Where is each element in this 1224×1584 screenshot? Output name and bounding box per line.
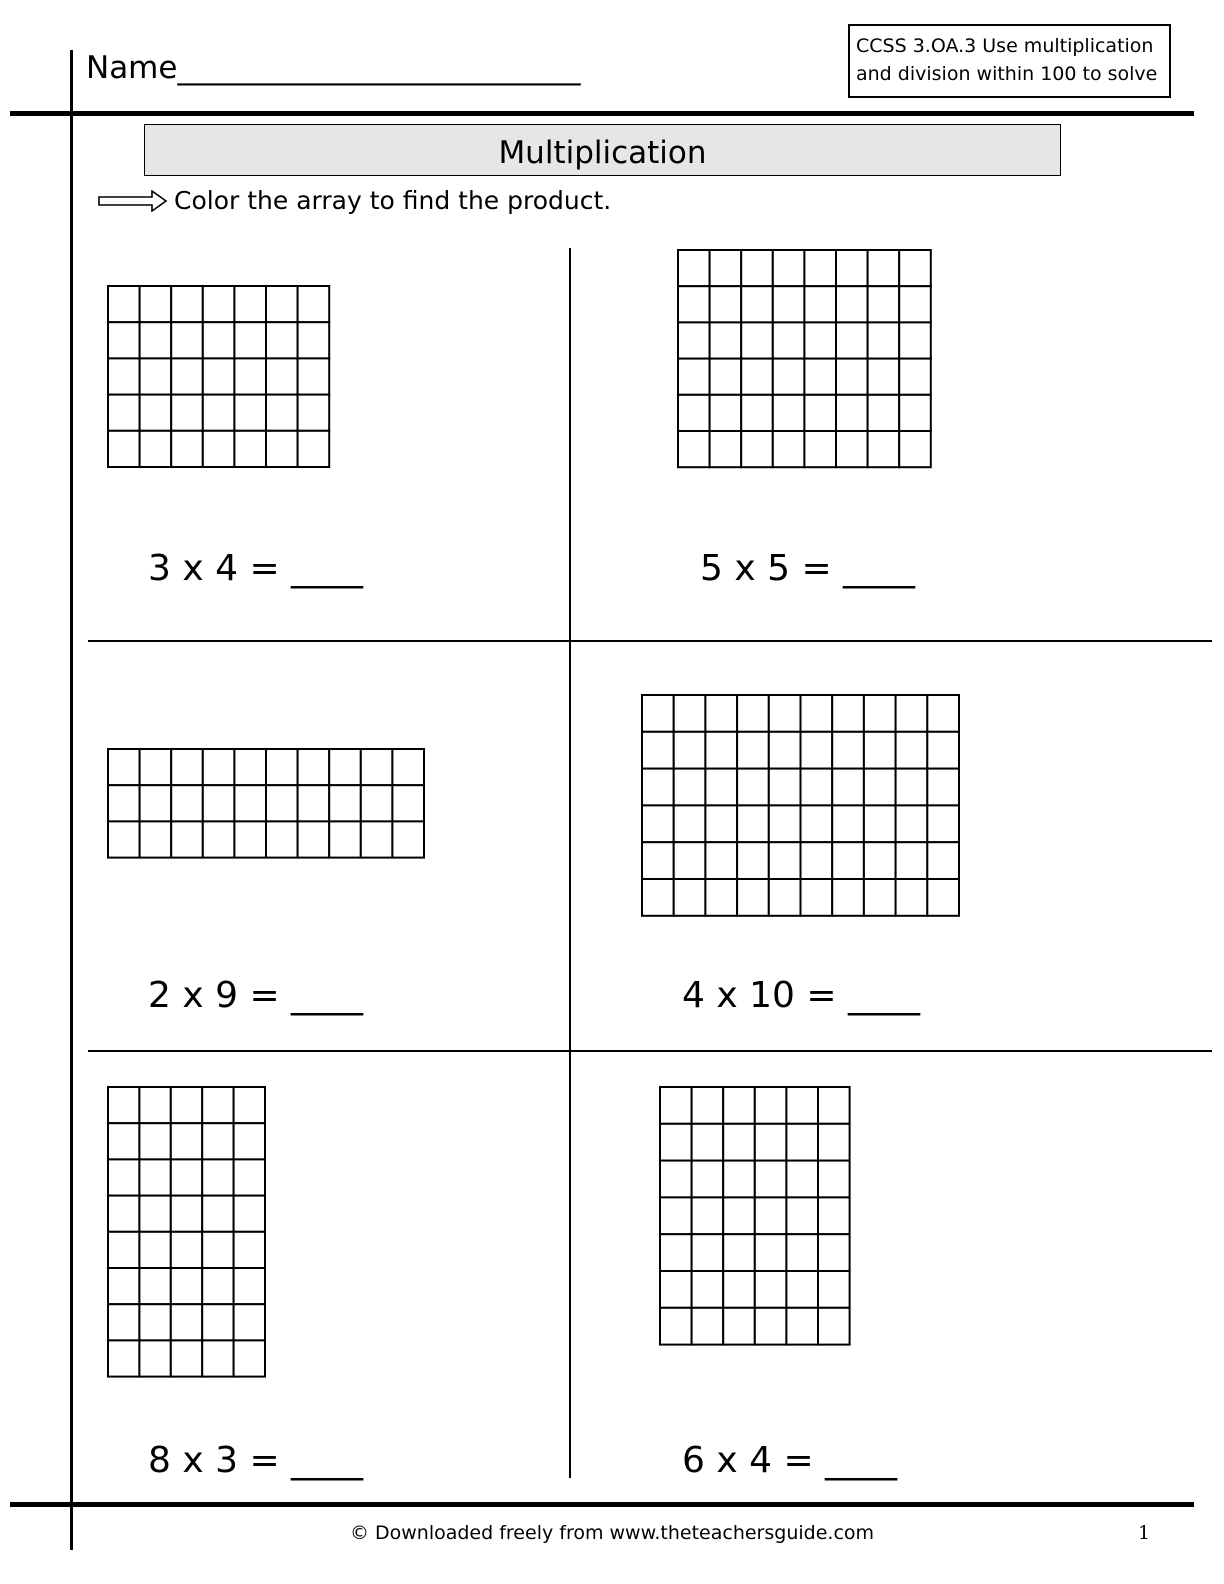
row-divider-2	[88, 1050, 1212, 1052]
array-cell[interactable]	[899, 359, 931, 395]
array-cell[interactable]	[203, 749, 235, 785]
array-cell[interactable]	[864, 732, 896, 769]
array-cell[interactable]	[864, 695, 896, 732]
page-title: Multiplication	[144, 124, 1061, 176]
array-cell[interactable]	[642, 732, 674, 769]
array-cell[interactable]	[864, 769, 896, 806]
array-cell[interactable]	[171, 322, 203, 358]
array-cell[interactable]	[710, 359, 742, 395]
row-divider-1	[88, 640, 1212, 642]
array-cell[interactable]	[710, 250, 742, 286]
array-cell[interactable]	[642, 842, 674, 879]
array-cell[interactable]	[786, 1234, 818, 1271]
page-number: 1	[1138, 1522, 1151, 1544]
array-cell[interactable]	[171, 1159, 202, 1195]
array-grid-2[interactable]	[677, 249, 932, 468]
array-cell[interactable]	[139, 1340, 170, 1376]
array-cell[interactable]	[896, 842, 928, 879]
array-cell[interactable]	[818, 1308, 850, 1345]
array-cell[interactable]	[329, 821, 361, 857]
array-cell[interactable]	[737, 805, 769, 842]
array-cell[interactable]	[108, 1232, 139, 1268]
problem-3-equation[interactable]: 2 x 9 = ____	[148, 975, 364, 1016]
array-cell[interactable]	[773, 322, 805, 358]
array-cell[interactable]	[723, 1234, 755, 1271]
array-cell[interactable]	[674, 695, 706, 732]
array-cell[interactable]	[801, 769, 833, 806]
array-cell[interactable]	[234, 785, 266, 821]
array-cell[interactable]	[266, 749, 298, 785]
array-cell[interactable]	[329, 749, 361, 785]
array-cell[interactable]	[140, 821, 172, 857]
array-cell[interactable]	[234, 749, 266, 785]
problem-1-equation[interactable]: 3 x 4 = ____	[148, 548, 364, 589]
array-cell[interactable]	[868, 250, 900, 286]
array-cell[interactable]	[741, 286, 773, 322]
array-cell[interactable]	[692, 1271, 724, 1308]
array-cell[interactable]	[818, 1087, 850, 1124]
array-cell[interactable]	[108, 785, 140, 821]
array-cell[interactable]	[108, 1268, 139, 1304]
array-cell[interactable]	[642, 769, 674, 806]
array-cell[interactable]	[678, 322, 710, 358]
array-cell[interactable]	[203, 322, 235, 358]
arrow-right-icon	[98, 190, 168, 212]
array-cell[interactable]	[899, 431, 931, 467]
array-cell[interactable]	[755, 1087, 787, 1124]
array-cell[interactable]	[202, 1196, 233, 1232]
array-cell[interactable]	[710, 322, 742, 358]
array-cell[interactable]	[171, 395, 203, 431]
array-grid-4[interactable]	[641, 694, 960, 917]
array-cell[interactable]	[202, 1340, 233, 1376]
array-cell[interactable]	[927, 842, 959, 879]
array-cell[interactable]	[108, 1159, 139, 1195]
array-cell[interactable]	[741, 431, 773, 467]
array-cell[interactable]	[660, 1197, 692, 1234]
array-cell[interactable]	[769, 805, 801, 842]
array-cell[interactable]	[298, 395, 330, 431]
array-cell[interactable]	[202, 1232, 233, 1268]
array-cell[interactable]	[234, 395, 266, 431]
array-cell[interactable]	[741, 250, 773, 286]
array-cell[interactable]	[692, 1197, 724, 1234]
array-cell[interactable]	[266, 785, 298, 821]
array-grid-3[interactable]	[107, 748, 425, 859]
array-cell[interactable]	[836, 431, 868, 467]
array-cell[interactable]	[139, 1268, 170, 1304]
array-cell[interactable]	[266, 395, 298, 431]
array-cell[interactable]	[171, 431, 203, 467]
array-cell[interactable]	[818, 1197, 850, 1234]
array-cell[interactable]	[755, 1124, 787, 1161]
array-cell[interactable]	[298, 358, 330, 394]
array-cell[interactable]	[786, 1161, 818, 1198]
standard-text-line1: CCSS 3.OA.3 Use multiplication	[856, 35, 1154, 57]
array-cell[interactable]	[171, 1232, 202, 1268]
array-cell[interactable]	[896, 695, 928, 732]
array-cell[interactable]	[139, 1159, 170, 1195]
array-cell[interactable]	[674, 842, 706, 879]
array-cell[interactable]	[769, 695, 801, 732]
array-cell[interactable]	[108, 1123, 139, 1159]
array-cell[interactable]	[804, 359, 836, 395]
array-cell[interactable]	[896, 732, 928, 769]
array-cell[interactable]	[927, 805, 959, 842]
array-cell[interactable]	[392, 785, 424, 821]
array-cell[interactable]	[769, 842, 801, 879]
array-cell[interactable]	[755, 1234, 787, 1271]
array-cell[interactable]	[392, 749, 424, 785]
array-cell[interactable]	[171, 1196, 202, 1232]
name-field[interactable]: Name__________________________	[86, 50, 581, 86]
array-cell[interactable]	[801, 879, 833, 916]
array-cell[interactable]	[804, 250, 836, 286]
array-cell[interactable]	[234, 358, 266, 394]
array-cell[interactable]	[139, 1087, 170, 1123]
array-cell[interactable]	[804, 286, 836, 322]
instruction	[98, 186, 611, 215]
array-cell[interactable]	[234, 431, 266, 467]
array-cell[interactable]	[927, 769, 959, 806]
array-cell[interactable]	[108, 1196, 139, 1232]
array-cell[interactable]	[868, 359, 900, 395]
array-cell[interactable]	[298, 749, 330, 785]
array-cell[interactable]	[864, 879, 896, 916]
array-cell[interactable]	[801, 805, 833, 842]
array-cell[interactable]	[140, 322, 172, 358]
array-cell[interactable]	[896, 805, 928, 842]
array-cell[interactable]	[234, 1159, 265, 1195]
array-cell[interactable]	[108, 431, 140, 467]
array-cell[interactable]	[298, 785, 330, 821]
array-cell[interactable]	[737, 732, 769, 769]
array-grid-6[interactable]	[659, 1086, 851, 1346]
array-cell[interactable]	[896, 769, 928, 806]
array-cell[interactable]	[705, 732, 737, 769]
array-cell[interactable]	[678, 359, 710, 395]
array-cell[interactable]	[171, 749, 203, 785]
array-cell[interactable]	[723, 1124, 755, 1161]
array-cell[interactable]	[140, 785, 172, 821]
array-cell[interactable]	[660, 1124, 692, 1161]
array-cell[interactable]	[171, 1304, 202, 1340]
array-cell[interactable]	[203, 358, 235, 394]
array-cell[interactable]	[171, 286, 203, 322]
array-cell[interactable]	[786, 1197, 818, 1234]
array-cell[interactable]	[773, 359, 805, 395]
array-cell[interactable]	[140, 358, 172, 394]
array-cell[interactable]	[755, 1271, 787, 1308]
array-cell[interactable]	[705, 695, 737, 732]
array-cell[interactable]	[710, 395, 742, 431]
array-cell[interactable]	[737, 842, 769, 879]
array-cell[interactable]	[818, 1124, 850, 1161]
array-cell[interactable]	[361, 785, 393, 821]
array-cell[interactable]	[660, 1308, 692, 1345]
array-cell[interactable]	[927, 879, 959, 916]
array-cell[interactable]	[266, 431, 298, 467]
array-cell[interactable]	[108, 821, 140, 857]
array-cell[interactable]	[392, 821, 424, 857]
array-cell[interactable]	[737, 769, 769, 806]
array-cell[interactable]	[234, 1196, 265, 1232]
array-cell[interactable]	[899, 395, 931, 431]
array-cell[interactable]	[642, 695, 674, 732]
array-cell[interactable]	[755, 1308, 787, 1345]
array-cell[interactable]	[818, 1271, 850, 1308]
array-cell[interactable]	[864, 805, 896, 842]
array-cell[interactable]	[203, 395, 235, 431]
array-cell[interactable]	[786, 1308, 818, 1345]
array-cell[interactable]	[832, 732, 864, 769]
array-cell[interactable]	[755, 1197, 787, 1234]
array-cell[interactable]	[927, 732, 959, 769]
array-cell[interactable]	[769, 732, 801, 769]
array-cell[interactable]	[203, 286, 235, 322]
array-cell[interactable]	[171, 821, 203, 857]
array-cell[interactable]	[705, 805, 737, 842]
array-cell[interactable]	[737, 879, 769, 916]
array-cell[interactable]	[836, 286, 868, 322]
array-cell[interactable]	[836, 359, 868, 395]
array-cell[interactable]	[786, 1087, 818, 1124]
array-cell[interactable]	[896, 879, 928, 916]
array-cell[interactable]	[723, 1161, 755, 1198]
array-cell[interactable]	[266, 358, 298, 394]
array-cell[interactable]	[836, 395, 868, 431]
array-cell[interactable]	[678, 286, 710, 322]
array-cell[interactable]	[234, 1123, 265, 1159]
left-margin-line	[70, 50, 73, 1550]
array-cell[interactable]	[108, 749, 140, 785]
footer-credit: © Downloaded freely from www.theteachersguide.com	[349, 1522, 875, 1544]
array-cell[interactable]	[203, 821, 235, 857]
array-cell[interactable]	[769, 879, 801, 916]
array-cell[interactable]	[678, 431, 710, 467]
array-cell[interactable]	[298, 431, 330, 467]
array-cell[interactable]	[786, 1271, 818, 1308]
array-cell[interactable]	[723, 1308, 755, 1345]
array-cell[interactable]	[705, 879, 737, 916]
array-cell[interactable]	[899, 250, 931, 286]
array-cell[interactable]	[868, 431, 900, 467]
array-cell[interactable]	[234, 1304, 265, 1340]
array-cell[interactable]	[818, 1234, 850, 1271]
array-grid-1[interactable]	[107, 285, 330, 468]
array-cell[interactable]	[660, 1271, 692, 1308]
array-cell[interactable]	[927, 695, 959, 732]
array-cell[interactable]	[705, 769, 737, 806]
array-cell[interactable]	[773, 286, 805, 322]
array-cell[interactable]	[203, 431, 235, 467]
array-cell[interactable]	[140, 395, 172, 431]
problem-6-equation[interactable]: 6 x 4 = ____	[682, 1440, 898, 1481]
array-cell[interactable]	[674, 879, 706, 916]
array-cell[interactable]	[836, 250, 868, 286]
array-cell[interactable]	[801, 732, 833, 769]
array-cell[interactable]	[234, 286, 266, 322]
array-cell[interactable]	[773, 395, 805, 431]
array-cell[interactable]	[139, 1304, 170, 1340]
array-cell[interactable]	[234, 1087, 265, 1123]
array-cell[interactable]	[674, 769, 706, 806]
array-cell[interactable]	[139, 1123, 170, 1159]
array-cell[interactable]	[266, 821, 298, 857]
array-cell[interactable]	[139, 1232, 170, 1268]
array-cell[interactable]	[202, 1159, 233, 1195]
array-cell[interactable]	[832, 805, 864, 842]
array-cell[interactable]	[108, 1304, 139, 1340]
array-cell[interactable]	[171, 1087, 202, 1123]
array-cell[interactable]	[171, 1268, 202, 1304]
array-cell[interactable]	[723, 1087, 755, 1124]
array-cell[interactable]	[660, 1234, 692, 1271]
array-cell[interactable]	[642, 805, 674, 842]
array-cell[interactable]	[361, 821, 393, 857]
array-cell[interactable]	[234, 322, 266, 358]
array-cell[interactable]	[899, 286, 931, 322]
problem-5-equation[interactable]: 8 x 3 = ____	[148, 1440, 364, 1481]
array-cell[interactable]	[692, 1124, 724, 1161]
array-cell[interactable]	[203, 785, 235, 821]
standard-text-line2: and division within 100 to solve	[856, 63, 1158, 85]
array-cell[interactable]	[140, 749, 172, 785]
footer-rule	[10, 1502, 1194, 1507]
array-cell[interactable]	[171, 1340, 202, 1376]
array-cell[interactable]	[692, 1161, 724, 1198]
array-cell[interactable]	[786, 1124, 818, 1161]
array-cell[interactable]	[836, 322, 868, 358]
array-cell[interactable]	[171, 785, 203, 821]
array-cell[interactable]	[692, 1308, 724, 1345]
array-cell[interactable]	[773, 250, 805, 286]
array-cell[interactable]	[171, 358, 203, 394]
array-cell[interactable]	[678, 395, 710, 431]
problem-4-equation[interactable]: 4 x 10 = ____	[682, 975, 920, 1016]
array-cell[interactable]	[678, 250, 710, 286]
array-cell[interactable]	[804, 431, 836, 467]
array-cell[interactable]	[723, 1271, 755, 1308]
array-cell[interactable]	[660, 1087, 692, 1124]
array-cell[interactable]	[818, 1161, 850, 1198]
array-cell[interactable]	[674, 732, 706, 769]
array-cell[interactable]	[140, 431, 172, 467]
array-cell[interactable]	[298, 821, 330, 857]
array-cell[interactable]	[266, 286, 298, 322]
header-rule	[10, 111, 1194, 116]
array-cell[interactable]	[710, 431, 742, 467]
array-cell[interactable]	[266, 322, 298, 358]
array-cell[interactable]	[298, 322, 330, 358]
array-cell[interactable]	[660, 1161, 692, 1198]
array-cell[interactable]	[705, 842, 737, 879]
array-cell[interactable]	[773, 431, 805, 467]
array-cell[interactable]	[899, 322, 931, 358]
array-grid-5[interactable]	[107, 1086, 266, 1378]
array-cell[interactable]	[741, 395, 773, 431]
array-cell[interactable]	[202, 1087, 233, 1123]
array-cell[interactable]	[832, 842, 864, 879]
array-cell[interactable]	[804, 395, 836, 431]
array-cell[interactable]	[692, 1234, 724, 1271]
array-cell[interactable]	[139, 1196, 170, 1232]
array-cell[interactable]	[741, 359, 773, 395]
array-cell[interactable]	[234, 1268, 265, 1304]
array-cell[interactable]	[868, 286, 900, 322]
array-cell[interactable]	[234, 1340, 265, 1376]
array-cell[interactable]	[234, 1232, 265, 1268]
array-cell[interactable]	[710, 286, 742, 322]
array-cell[interactable]	[108, 1087, 139, 1123]
array-cell[interactable]	[329, 785, 361, 821]
standard-box	[848, 24, 1171, 98]
array-cell[interactable]	[832, 695, 864, 732]
array-cell[interactable]	[832, 879, 864, 916]
array-cell[interactable]	[202, 1304, 233, 1340]
array-cell[interactable]	[868, 322, 900, 358]
center-divider	[569, 248, 571, 1478]
array-cell[interactable]	[108, 322, 140, 358]
array-cell[interactable]	[202, 1123, 233, 1159]
array-cell[interactable]	[171, 1123, 202, 1159]
array-cell[interactable]	[692, 1087, 724, 1124]
array-cell[interactable]	[723, 1197, 755, 1234]
array-cell[interactable]	[298, 286, 330, 322]
instruction-text: Color the array to find the product.	[174, 186, 612, 215]
array-cell[interactable]	[108, 395, 140, 431]
array-cell[interactable]	[108, 1340, 139, 1376]
array-cell[interactable]	[804, 322, 836, 358]
array-cell[interactable]	[801, 695, 833, 732]
array-cell[interactable]	[674, 805, 706, 842]
problem-2-equation[interactable]: 5 x 5 = ____	[700, 548, 916, 589]
array-cell[interactable]	[868, 395, 900, 431]
array-cell[interactable]	[140, 286, 172, 322]
array-cell[interactable]	[769, 769, 801, 806]
array-cell[interactable]	[737, 695, 769, 732]
array-cell[interactable]	[755, 1161, 787, 1198]
array-cell[interactable]	[832, 769, 864, 806]
array-cell[interactable]	[108, 358, 140, 394]
array-cell[interactable]	[864, 842, 896, 879]
array-cell[interactable]	[234, 821, 266, 857]
array-cell[interactable]	[642, 879, 674, 916]
array-cell[interactable]	[361, 749, 393, 785]
array-cell[interactable]	[108, 286, 140, 322]
array-cell[interactable]	[741, 322, 773, 358]
array-cell[interactable]	[801, 842, 833, 879]
array-cell[interactable]	[202, 1268, 233, 1304]
